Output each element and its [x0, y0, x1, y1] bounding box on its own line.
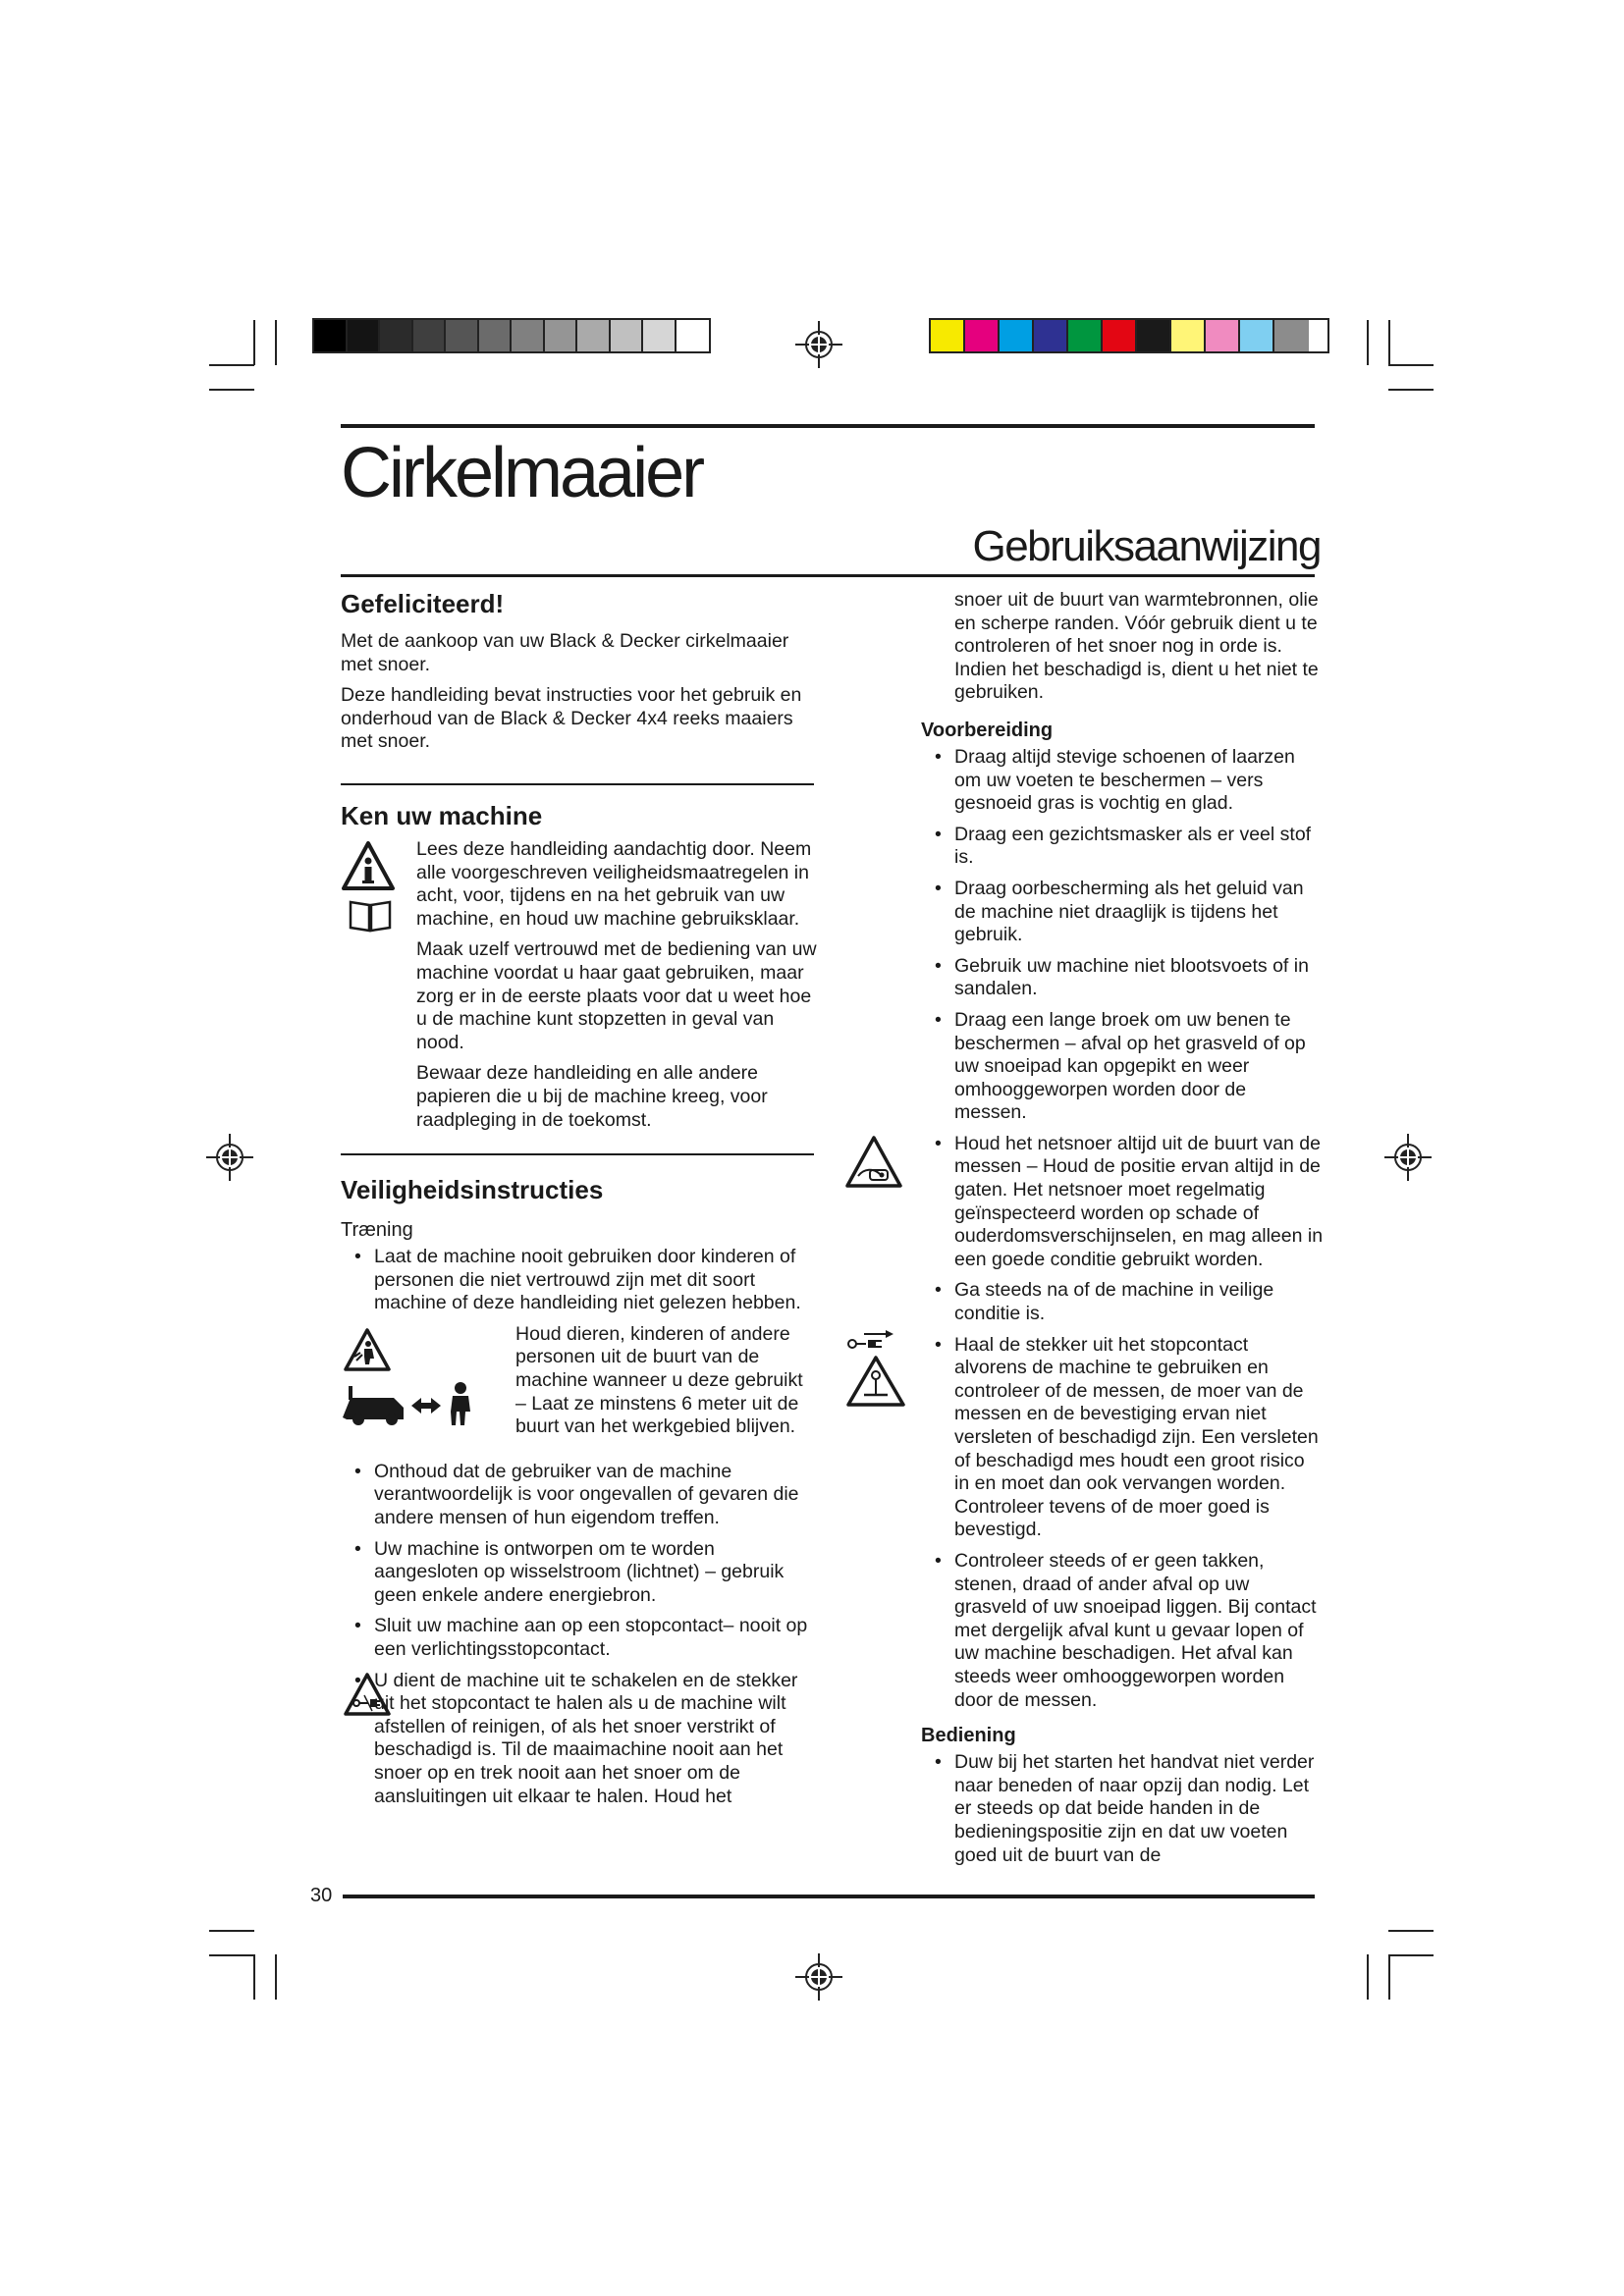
congratulations-heading: Gefeliciteerd! [341, 589, 505, 618]
crop-mark [1388, 1954, 1434, 1956]
manual-notice [341, 838, 817, 931]
warning-information-icon [341, 840, 396, 891]
list-item-text: Houd het netsnoer altijd uit de buurt van de messen – Houd de positie ervan altijd in de gaten. Het netsnoer moet regelmatig geïnspecteerd worden op schade of ouderdomsverschijnselen, en mag alleen in een goede conditie gebruikt worden. [954, 1132, 1324, 1270]
operation-section [921, 1724, 1324, 1867]
left-column [341, 589, 817, 1816]
color-swatch [1206, 320, 1240, 351]
gray-color-bar [312, 318, 711, 353]
list-item: • Gebruik uw machine niet blootsvoets of in sandalen. [935, 954, 1309, 1000]
registration-mark-icon [795, 321, 842, 368]
list-item: • Draag een gezichtsmasker als er veel stof is. [935, 823, 1312, 869]
color-swatch [1137, 320, 1171, 351]
training-list [341, 1461, 817, 1662]
book-manual-icon [349, 899, 392, 933]
cable-continuation-paragraph: snoer uit de buurt van warmtebronnen, olie en scherpe randen. Vóór gebruik dient u te controleren of het snoer nog in orde is. Indien het beschadigd is, dient u het niet te gebruiken. [954, 589, 1319, 704]
list-item-text: Draag een gezichtsmasker als er veel stof is. [954, 823, 1312, 869]
list-item-text: Draag een lange broek om uw benen te beschermen – afval op het grasveld of op uw snoeipad kan opgepikt en weer omhooggeworpen worden door de messen. [954, 1008, 1306, 1124]
list-item-text: Draag altijd stevige schoenen of laarzen om uw voeten te beschermen – vers gesnoeid gras is vochtig en glad. [954, 745, 1295, 815]
preparation-list [921, 746, 1324, 1712]
crop-mark [1367, 1954, 1369, 2000]
crop-mark [275, 320, 277, 365]
congratulations-paragraph: Deze handleiding bevat instructies voor het gebruik en onderhoud van de Black & Decker 4x4 reeks maaiers met snoer. [341, 684, 802, 753]
crop-mark [1388, 1954, 1390, 2000]
list-item-text: Laat de machine nooit gebruiken door kinderen of personen die niet vertrouwd zijn met dit soort machine of deze handleiding niet gelezen hebben. [374, 1246, 801, 1314]
color-swatch [677, 320, 709, 351]
crop-mark [253, 1954, 255, 2000]
color-swatch [545, 320, 578, 351]
list-item: • Houd het netsnoer altijd uit de buurt van de messen – Houd de positie ervan altijd in de gaten. Het netsnoer moet regelmatig geïnspecteerd worden op schade of ouderdomsverschijnselen, en mag alleen in een goede conditie gebruikt worden. [921, 1133, 1324, 1272]
registration-mark-icon [1384, 1134, 1432, 1181]
color-swatch [1240, 320, 1274, 351]
color-swatch [512, 320, 545, 351]
list-item-text: Duw bij het starten het handvat niet verder naar beneden of naar opzij dan nodig. Let er steeds op dat beide handen in de bedieningspositie zijn en dat uw voeten goed uit de buurt van de [954, 1751, 1315, 1866]
congratulations-section [341, 589, 817, 754]
unplug-before-inspection-icon [844, 1330, 907, 1409]
color-swatch [643, 320, 677, 351]
cable-away-from-blades-icon [844, 1135, 903, 1190]
safety-section [341, 1175, 817, 1808]
color-swatch [1068, 320, 1103, 351]
list-item: • Sluit uw machine aan op een stopcontact– nooit op een verlichtingsstopcontact. [354, 1615, 808, 1661]
color-swatch [611, 320, 644, 351]
color-swatch [348, 320, 381, 351]
title-rule-top [341, 424, 1315, 428]
color-swatch [931, 320, 965, 351]
know-your-machine-section [341, 801, 817, 1132]
list-item-text: U dient de machine uit te schakelen en de stekker uit het stopcontact te halen als u de machine wilt afstellen of reinigen, of als het snoer verstrikt of beschadigd is. Til de maaimachine nooit aan het snoer op en trek nooit aan het snoer om de aansluitingen uit elkaar te halen. Houd het [374, 1669, 798, 1807]
list-item: • Haal de stekker uit het stopcontact alvorens de machine te gebruiken en controleer of de messen, de moer van de messen en de bevestiging ervan niet versleten of beschadigd zijn. Een versleten of beschadigd mes houdt een groot risico in en moet dan ook vervangen worden. Controleer tevens of de moer goed is bevestigd. [921, 1334, 1324, 1542]
color-swatch [1000, 320, 1034, 351]
right-column [921, 589, 1324, 1875]
crop-mark [209, 1930, 254, 1932]
color-swatch [1034, 320, 1068, 351]
list-item-text: Ga steeds na of de machine in veilige conditie is. [954, 1279, 1274, 1325]
crop-mark [1388, 364, 1434, 366]
crop-mark [1388, 389, 1434, 391]
registration-mark-icon [795, 1953, 842, 2001]
list-item: • Uw machine is ontworpen om te worden aangesloten op wisselstroom (lichtnet) – gebruik geen enkele andere energiebron. [354, 1537, 785, 1606]
unplug-notice [341, 1670, 817, 1809]
crop-mark [275, 1954, 277, 2000]
list-item: • Draag een lange broek om uw benen te beschermen – afval op het grasveld of op uw snoeipad kan opgepikt en weer omhooggeworpen worden door de messen. [935, 1008, 1306, 1124]
crop-mark [209, 1954, 254, 1956]
safety-heading: Veiligheidsinstructies [341, 1175, 604, 1205]
list-item-text: Haal de stekker uit het stopcontact alvorens de machine te gebruiken en controleer of de messen, de moer van de messen en de bevestiging ervan niet versleten of beschadigd zijn. Een versleten of beschadigd mes houdt een groot risico in en moet dan ook vervangen worden. Controleer tevens of de moer goed is bevestigd. [954, 1333, 1319, 1541]
keep-distance-text: Houd dieren, kinderen of andere personen uit de buurt van de machine wanneer u deze gebruikt – Laat ze minstens 6 meter uit de buurt van het werkgebied blijven. [515, 1322, 803, 1438]
cmyk-color-bar [929, 318, 1329, 353]
preparation-section [921, 719, 1324, 1712]
color-swatch [965, 320, 1000, 351]
color-swatch [1103, 320, 1137, 351]
congratulations-paragraph: Met de aankoop van uw Black & Decker cirkelmaaier met snoer. [341, 630, 789, 675]
color-swatch [413, 320, 447, 351]
list-item: • Laat de machine nooit gebruiken door kinderen of personen die niet vertrouwd zijn met dit soort machine of deze handleiding niet gelezen hebben. [354, 1246, 801, 1314]
color-swatch [314, 320, 348, 351]
crop-mark [253, 320, 255, 365]
list-item: • Draag oorbescherming als het geluid van de machine niet draaglijk is tijdens het gebruik. [935, 877, 1304, 946]
list-item-text: Onthoud dat de gebruiker van de machine verantwoordelijk is voor ongevallen of gevaren die andere mensen of hun eigendom treffen. [374, 1460, 799, 1529]
section-divider [341, 1153, 814, 1155]
list-item: • Draag altijd stevige schoenen of laarzen om uw voeten te beschermen – vers gesnoeid gras is vochtig en glad. [935, 745, 1295, 815]
page-title: Cirkelmaaier [341, 434, 703, 512]
operation-heading: Bediening [921, 1725, 1016, 1747]
crop-mark [1367, 320, 1369, 365]
list-item: • Controleer steeds of er geen takken, stenen, draad of ander afval op uw grasveld of uw snoeipad liggen. Bij contact met dergelijk afval kunt u gevaar lopen of uw machine beschadigen. Het afval kan steeds weer omhooggeworpen worden door de messen. [935, 1549, 1317, 1711]
registration-mark-icon [206, 1134, 253, 1181]
know-machine-heading: Ken uw machine [341, 800, 543, 830]
color-swatch [380, 320, 413, 351]
training-list [341, 1246, 817, 1315]
preparation-heading: Voorbereiding [921, 719, 1054, 741]
color-swatch [479, 320, 513, 351]
training-subheading: Træning [341, 1219, 413, 1242]
subtitle-rule [341, 574, 1315, 577]
document-subtitle: Gebruiksaanwijzing [972, 522, 1321, 570]
know-machine-paragraph: Bewaar deze handleiding en alle andere papieren die u bij de machine kreeg, voor raadpleging in de toekomst. [416, 1062, 768, 1131]
section-divider [341, 783, 814, 785]
list-item-text: Draag oorbescherming als het geluid van de machine niet draaglijk is tijdens het gebruik. [954, 877, 1304, 946]
list-item: • Onthoud dat de gebruiker van de machine verantwoordelijk is voor ongevallen of gevaren die andere mensen of hun eigendom treffen. [354, 1460, 799, 1529]
crop-mark [209, 389, 254, 391]
thrown-objects-warning-icon [343, 1327, 392, 1372]
list-item-text: Uw machine is ontworpen om te worden aangesloten op wisselstroom (lichtnet) – gebruik geen enkele andere energiebron. [374, 1537, 785, 1606]
footer-rule [343, 1895, 1315, 1898]
page-number: 30 [310, 1885, 333, 1906]
color-swatch [1274, 320, 1309, 351]
know-machine-paragraph: Maak uzelf vertrouwd met de bediening van uw machine voordat u haar gaat gebruiken, maar zorg er in de eerste plaats voor dat u weet hoe u de machine kunt stopzetten in geval van nood. [416, 938, 817, 1053]
list-item-text: Gebruik uw machine niet blootsvoets of in sandalen. [954, 954, 1309, 1000]
list-item: • U dient de machine uit te schakelen en de stekker uit het stopcontact te halen als u de machine wilt afstellen of reinigen, of als het snoer verstrikt of beschadigd is. Til de maaimachine nooit aan het snoer op en trek nooit aan het snoer om de aansluitingen uit elkaar te halen. Houd het [354, 1669, 798, 1807]
list-item-text: Controleer steeds of er geen takken, stenen, draad of ander afval op uw grasveld of uw snoeipad liggen. Bij contact met dergelijk afval kunt u gevaar lopen of uw machine beschadigen. Het afval kan steeds weer omhooggeworpen worden door de messen. [954, 1549, 1317, 1711]
keep-bystanders-away-icon [341, 1380, 478, 1427]
color-swatch [1171, 320, 1206, 351]
color-swatch [446, 320, 479, 351]
crop-mark [1388, 1930, 1434, 1932]
operation-list [921, 1751, 1324, 1867]
color-swatch [577, 320, 611, 351]
crop-mark [209, 364, 254, 366]
keep-distance-notice [341, 1323, 817, 1461]
list-item: • Ga steeds na of de machine in veilige conditie is. [935, 1279, 1274, 1325]
crop-mark [1388, 320, 1390, 365]
know-machine-paragraph: Lees deze handleiding aandachtig door. Neem alle voorgeschreven veiligheidsmaatregelen in acht, voor, tijdens en na het gebruik van uw machine, en houd uw machine gebruiksklaar. [416, 837, 812, 930]
list-item: • Duw bij het starten het handvat niet verder naar beneden of naar opzij dan nodig. Let er steeds op dat beide handen in de bedieningspositie zijn en dat uw voeten goed uit de buurt van de [935, 1751, 1315, 1866]
list-item-text: Sluit uw machine aan op een stopcontact– nooit op een verlichtingsstopcontact. [374, 1615, 808, 1661]
training-list [341, 1670, 817, 1809]
